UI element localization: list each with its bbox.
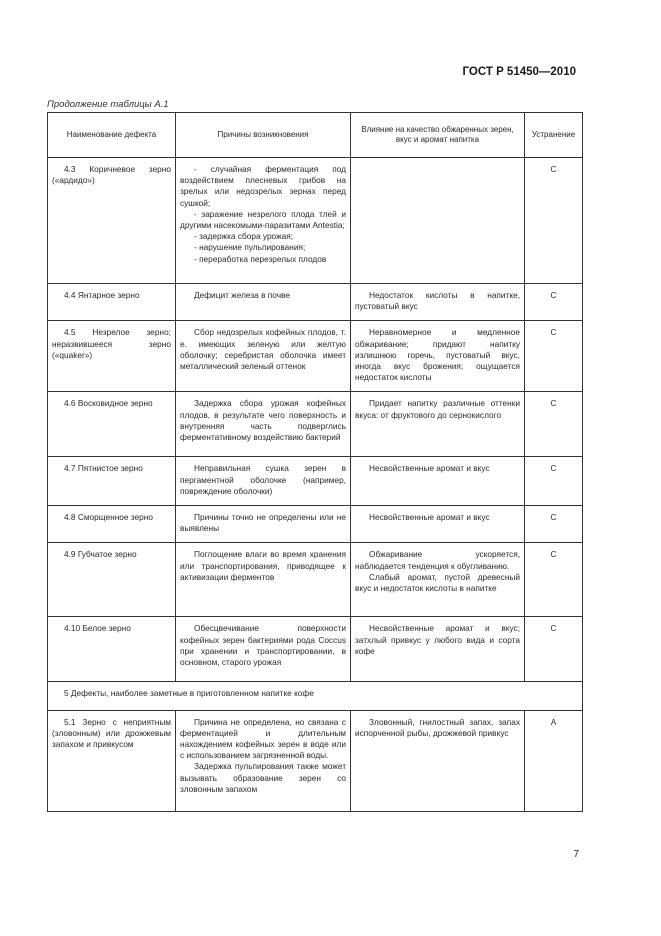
defect-effect-cell	[351, 158, 525, 284]
defect-causes-cell	[176, 617, 351, 682]
table-row	[48, 457, 583, 506]
document-code: ГОСТ Р 51450—2010	[462, 66, 576, 78]
column-header-fix: Устранение	[525, 113, 583, 158]
defect-effect-cell	[351, 392, 525, 457]
defect-causes-cell	[176, 321, 351, 392]
defect-fix-cell	[525, 506, 583, 543]
fix-code: С	[550, 290, 557, 300]
defect-name: 4.5 Незрелое зерно; неразвившееся зерно («quaker»)	[52, 327, 171, 360]
defect-name-cell	[48, 617, 176, 682]
table-header-row	[48, 113, 583, 158]
fix-code: С	[550, 512, 557, 523]
defect-effect-cell	[351, 284, 525, 321]
cause-text: Обесцвечивание поверхности кофейных зерен бактериями рода Coccus при хранении и транспортировании, в основном, старого урожая	[180, 623, 346, 668]
defect-effect-cell	[351, 543, 525, 617]
defect-name-cell	[48, 284, 176, 321]
defect-causes-cell	[176, 392, 351, 457]
table-row	[48, 392, 583, 457]
table-row	[48, 284, 583, 321]
defect-fix-cell	[525, 617, 583, 682]
defect-causes-cell	[176, 284, 351, 321]
table-row	[48, 158, 583, 284]
fix-code: С	[550, 398, 557, 409]
defect-fix-cell	[525, 284, 583, 321]
defect-causes-cell	[176, 710, 351, 811]
column-header-effects: Влияние на качество обжаренных зерен, вкус и аромат напитка	[351, 113, 525, 158]
defect-effect-cell	[351, 617, 525, 682]
table-row	[48, 506, 583, 543]
fix-code: С	[550, 327, 557, 338]
defect-causes-cell	[176, 158, 351, 284]
defects-table	[47, 112, 583, 812]
defect-name-cell	[48, 457, 176, 506]
defect-name: 4.3 Коричневое зерно («ардидо»)	[52, 164, 171, 186]
cause-text: - случайная ферментация под воздействием плесневых грибов на зрелых или недозрелых зернах перед сушкой;	[180, 164, 346, 208]
cause-text: Причина не определена, но связана с ферментацией и длительным нахождением кофейных зерен в воде или с использованием загрязненной воды.	[180, 716, 346, 761]
cause-text: Задержка сбора урожая кофейных плодов, в результате чего поверхность и внутренняя часть подверглись ферментативному воздействию бактерий	[180, 398, 346, 443]
cause-text: - переработка перезрелых плодов	[194, 253, 327, 264]
table-row	[48, 617, 583, 682]
cause-text: Задержка пульпирования также может вызывать образование зерен со зловонным запахом	[180, 761, 346, 794]
defect-name-cell	[48, 543, 176, 617]
section-row	[48, 682, 583, 710]
fix-code: С	[550, 549, 557, 560]
cause-text: Причины точно не определены или не выявлены	[180, 512, 346, 534]
defect-name-cell	[48, 710, 176, 811]
cause-text: Сбор недозрелых кофейных плодов, т. е. имеющих зеленую или желтую оболочку; серебристая оболочка имеет металлический зеленый оттенок	[180, 327, 346, 372]
cause-text: Дефицит железа в почве	[194, 290, 290, 300]
defect-fix-cell	[525, 457, 583, 506]
defect-name-cell	[48, 158, 176, 284]
effect-text: Придает напитку различные оттенки вкуса: от фруктового до сернокислого	[355, 398, 520, 420]
fix-code: А	[550, 716, 557, 727]
defect-name-cell	[48, 392, 176, 457]
defect-name: 4.6 Восковидное зерно	[64, 398, 153, 409]
defect-fix-cell	[525, 543, 583, 617]
fix-code: С	[550, 164, 557, 174]
defect-name: 4.8 Сморщенное зерно	[64, 512, 153, 523]
fix-code: С	[550, 463, 557, 474]
effect-text: Несвойственные аромат и вкус	[369, 463, 490, 474]
column-header-name: Наименование дефекта	[48, 113, 176, 158]
defect-name: 4.4 Янтарное зерно	[64, 290, 140, 300]
defect-causes-cell	[176, 457, 351, 506]
fix-code: С	[550, 623, 557, 634]
table-row	[48, 321, 583, 392]
effect-text: Недостаток кислоты в напитке, пустоватый вкус	[355, 290, 520, 312]
defect-effect-cell	[351, 506, 525, 543]
table-row	[48, 710, 583, 811]
defect-effect-cell	[351, 710, 525, 811]
effect-text: Несвойственные аромат и вкус; затхлый привкус у любого вида и сорта кофе	[355, 623, 520, 656]
section-heading: 5 Дефекты, наиболее заметные в приготовленном напитке кофе	[64, 688, 314, 699]
cause-text: - нарушение пульпирования;	[194, 242, 306, 253]
cause-text: Поглощение влаги во время хранения или транспортирования, приводящее к активизации ферментов	[180, 549, 346, 582]
effect-text: Слабый аромат, пустой древесный вкус и недостаток кислоты в напитке	[355, 571, 520, 594]
defect-effect-cell	[351, 321, 525, 392]
defect-name-cell	[48, 321, 176, 392]
defect-fix-cell	[525, 392, 583, 457]
defect-fix-cell	[525, 321, 583, 392]
defect-name: 4.10 Белое зерно	[64, 623, 131, 634]
defect-causes-cell	[176, 506, 351, 543]
defect-name: 4.7 Пятнистое зерно	[64, 463, 143, 474]
defect-name-cell	[48, 506, 176, 543]
effect-text: Зловонный, гнилостный запах, запах испорченной рыбы, дрожжевой привкус	[355, 716, 520, 738]
defect-name: 5.1 Зерно с неприятным (зловонным) или дрожжевым запахом и привкусом	[52, 716, 171, 750]
column-header-causes: Причины возникновения	[176, 113, 351, 158]
table-row	[48, 543, 583, 617]
cause-text: - заражение незрелого плода тлей и другими насекомыми-паразитами Antestia;	[180, 208, 346, 231]
effect-text: Неравномерное и медленное обжаривание; придают напитку излишнюю горечь, пустоватый вкус, иногда вкус брожения; ощущается недостаток кислоты	[355, 327, 520, 383]
table-continuation-label: Продолжение таблицы А.1	[47, 99, 169, 110]
section-heading-cell	[48, 682, 583, 710]
defect-fix-cell	[525, 158, 583, 284]
defect-effect-cell	[351, 457, 525, 506]
defect-fix-cell	[525, 710, 583, 811]
effect-text: Обжаривание ускоряется, наблюдается тенденция к обугливанию.	[355, 549, 520, 571]
effect-text: Несвойственные аромат и вкус	[369, 512, 490, 523]
page-number: 7	[573, 849, 579, 860]
defect-name: 4.9 Губчатое зерно	[64, 549, 137, 560]
cause-text: - задержка сбора урожая;	[194, 231, 294, 242]
defect-causes-cell	[176, 543, 351, 617]
cause-text: Неправильная сушка зерен в пергаментной оболочке (например, повреждение оболочки)	[180, 463, 346, 496]
